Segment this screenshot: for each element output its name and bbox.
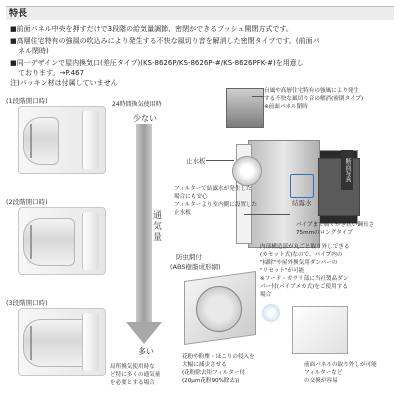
condensation-highlight [290, 174, 314, 198]
wind-noise-note-3: ※前面パネル閉時 [264, 104, 308, 110]
wind-noise-note-2: する不快な風切り音の解消(密閉タイプ) [264, 96, 364, 102]
filter-note-4: 止水板 [174, 210, 191, 216]
feature-bullet-1: ■前面パネル中央を押すだけで3段階の給気量調節、密閉ができるプッシュ開閉方式です。 [10, 25, 293, 33]
vent-panel-icon [82, 212, 99, 270]
leader-line [206, 160, 234, 161]
stop-plate-magnified-image [232, 156, 262, 186]
structure-note-4: "リセット"が可能 [260, 268, 305, 274]
state-1-label: (1段階開口時) [6, 97, 48, 105]
front-panel-part-image [292, 306, 348, 354]
local-vent-note-1: 局所換気使用時な [110, 364, 155, 370]
pollen-note-3: (花粉除去用フィルター付 [182, 370, 246, 376]
vent-barrel-icon [23, 117, 59, 165]
vent-state-3-image [18, 308, 106, 376]
airflow-high-label: 多い [138, 347, 154, 356]
pipe-image [318, 158, 360, 216]
feature-bullet-3-link[interactable]: ております。→P.467 [18, 69, 85, 77]
structure-note-1: 内部構造部が丸ごと取り外しできる [260, 244, 350, 250]
local-vent-note-2: ど特に多くの通気量 [110, 372, 161, 378]
airflow-arrow-down-icon [126, 322, 162, 344]
vent-state-1-image [18, 106, 106, 174]
state-3-label: (3段階開口時) [6, 299, 48, 307]
insect-mesh-material-label: (ABS樹脂成形網) [170, 263, 221, 271]
feature-bullet-2: ■高層住宅特有の強風の吹込みにより発生する不快な風切り音を解消した密閉タイプです。(前面パ [10, 37, 320, 45]
pipe-note-1: パイプまで届くかぎ状い鋼長さ [296, 222, 375, 228]
vent-state-2-image [18, 207, 106, 275]
state-2-label: (2段階開口時) [6, 198, 48, 206]
airflow-label: 通気量 [151, 210, 161, 243]
stop-plate-label: 止水板 [186, 157, 206, 165]
pipe-note-2: 75mmのロングタイプ [296, 230, 353, 236]
24h-vent-note: 24時間換気使用時 [112, 101, 162, 108]
airflow-low-label: 少ない [133, 114, 157, 123]
condensation-label: 結露水 [292, 199, 312, 207]
mesh-disc-image [196, 286, 242, 332]
vent-barrel-icon [23, 319, 87, 367]
filter-image [262, 304, 280, 322]
insect-mesh-label: 防虫網付 [176, 253, 202, 261]
packing-note: 注)パッキン材は付属していません [10, 79, 118, 87]
structure-note-6: パー付(パイプメカ式)をご使用する [260, 284, 348, 290]
section-header: 特長 [6, 6, 394, 20]
filter-note-3: フィルターより室内側に設置した [174, 202, 258, 208]
vent-panel-icon [82, 313, 99, 371]
leader-line [252, 96, 264, 97]
feature-bullet-2-cont: ネル閉時) [18, 47, 49, 55]
structure-note-5: ※フード・ガラリ部に当社製品ダン [260, 276, 349, 282]
pollen-note-2: 大幅に減少させる [182, 362, 227, 368]
vent-panel-icon [82, 111, 99, 169]
structure-note-7: 場合 [260, 292, 272, 298]
structure-note-2: (カセット式)なので、パイプ内の [260, 252, 343, 258]
filter-note-2: 場合にも安心 [174, 194, 208, 200]
panel-removable-note-1: 前面パネルの取り外しが可能 [304, 362, 377, 368]
vent-barrel-icon [23, 218, 75, 266]
filter-note-1: フィルターで結露水が発生した [174, 186, 252, 192]
leader-line [244, 214, 290, 215]
structure-note-3: "掃除"や屋外換気用ダンパーの [260, 260, 338, 266]
local-vent-note-3: を必要とする場合 [110, 380, 155, 386]
wind-noise-note-1: 台風や高層住宅特有の強風により発生 [264, 88, 360, 94]
panel-removable-note-3: の交換が容易 [304, 378, 338, 384]
pollen-note-1: 花粉や粉塵・ほこりの侵入を [182, 354, 255, 360]
feature-bullet-3: ■同一デザインで屋内換気口(差圧タイプ)(KS-8626P/KS-8626P-#/KS-8626PFK-#)を用意し [10, 59, 304, 67]
detail-inset-image [226, 88, 264, 128]
pollen-note-4: (20μm花粉90%除去)) [182, 378, 240, 384]
panel-removable-note-2: フィルターなど [304, 370, 343, 376]
section-photo-badge: 断面写真 [341, 150, 353, 190]
